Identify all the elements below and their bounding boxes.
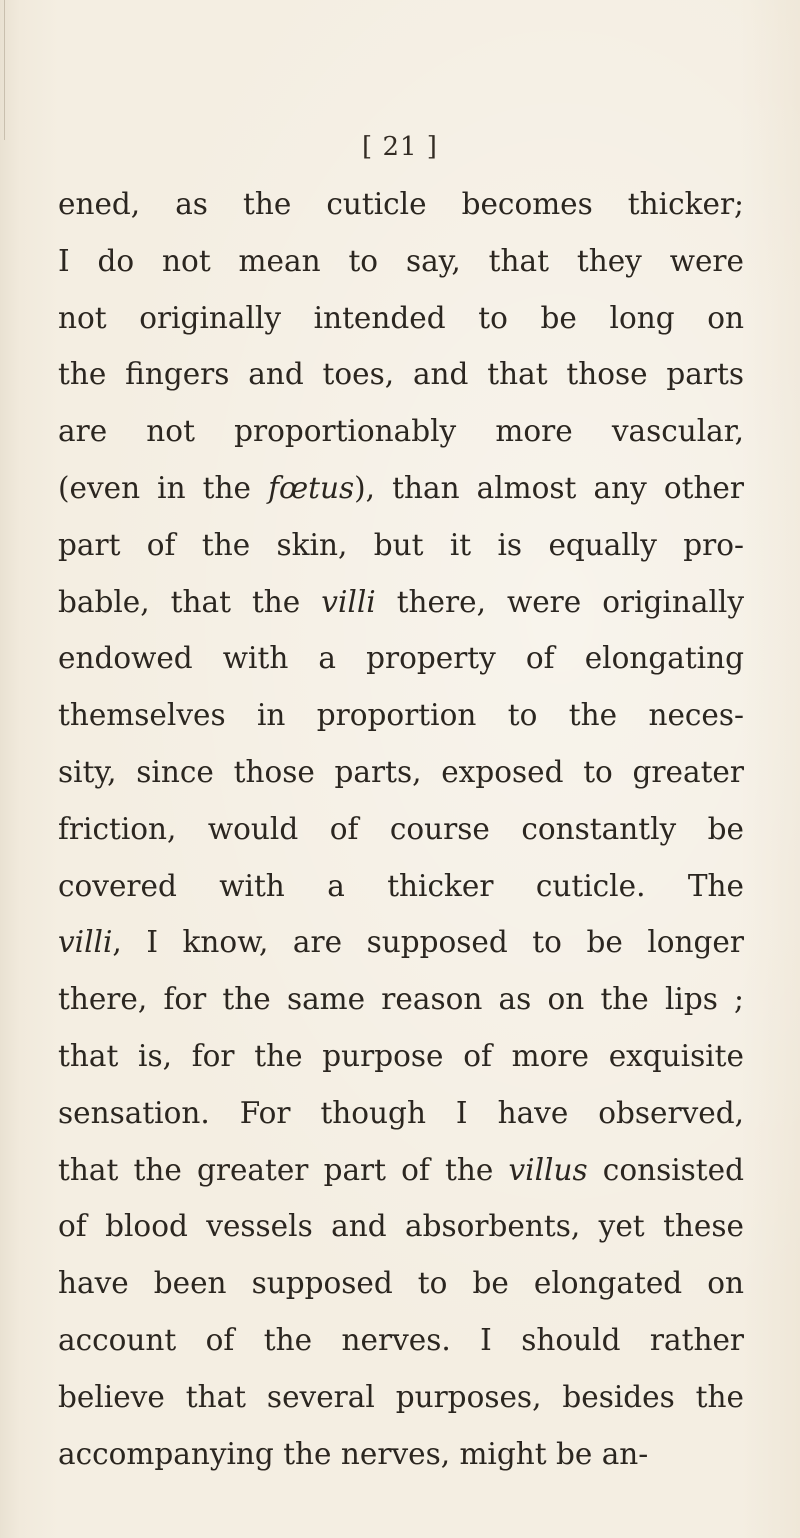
italic-term: villi [321,584,376,619]
text-segment: account of the nerves. I should rather [58,1322,744,1357]
text-segment: are not proportionably more vascular, [58,414,744,449]
text-line [58,744,744,801]
text-line [58,403,744,460]
text-line [58,233,744,290]
text-segment: there, for the same reason as on the lips ; [58,982,744,1017]
text-line [58,1255,744,1312]
text-line [58,687,744,744]
text-line [58,971,744,1028]
text-segment: believe that several purposes, besides the [58,1379,744,1414]
text-line [58,460,744,517]
text-line [58,517,744,574]
text-line [58,1142,744,1199]
text-line [58,914,744,971]
text-segment: consisted [587,1152,744,1187]
page-number: [ 21 ] [362,132,438,162]
text-line [58,1312,744,1369]
italic-term: fœtus [268,470,355,505]
text-line [58,176,744,233]
text-line [58,1085,744,1142]
text-segment: covered with a thicker cuticle. The [58,868,744,903]
text-segment: sensation. For though I have observed, [58,1095,744,1130]
text-segment: accompanying the nerves, might be an- [58,1436,649,1471]
text-line [58,1198,744,1255]
text-segment: I do not mean to say, that they were [58,243,744,278]
text-segment: (even in the [58,470,269,505]
text-segment: friction, would of course constantly be [58,811,744,846]
text-segment: bable, that the [58,584,322,619]
text-line [58,801,744,858]
text-segment: that the greater part of the [58,1152,509,1187]
text-segment: , I know, are supposed to be longer [112,925,744,960]
text-line [58,858,744,915]
italic-term: villi [58,925,113,960]
text-line [58,1028,744,1085]
text-line [58,290,744,347]
text-segment: have been supposed to be elongated on [58,1266,744,1301]
body-text [58,176,744,1482]
italic-term: villus [508,1152,588,1187]
text-line [58,346,744,403]
text-line [58,630,744,687]
text-segment: sity, since those parts, exposed to greater [58,754,744,789]
text-segment: part of the skin, but it is equally pro- [58,527,744,562]
text-segment: the fingers and toes, and that those parts [58,357,744,392]
page-edge-shadow [4,0,5,140]
text-segment: of blood vessels and absorbents, yet these [58,1209,744,1244]
text-line [58,1369,744,1426]
text-line [58,1426,744,1483]
text-segment: that is, for the purpose of more exquisite [58,1038,744,1073]
text-segment: endowed with a property of elongating [58,641,744,676]
text-segment: there, were originally [375,584,744,619]
text-segment: themselves in proportion to the neces- [58,698,744,733]
text-line [58,574,744,631]
text-segment: not originally intended to be long on [58,300,744,335]
text-segment: ened, as the cuticle becomes thicker; [58,187,744,221]
text-segment: ), than almost any other [354,470,744,505]
